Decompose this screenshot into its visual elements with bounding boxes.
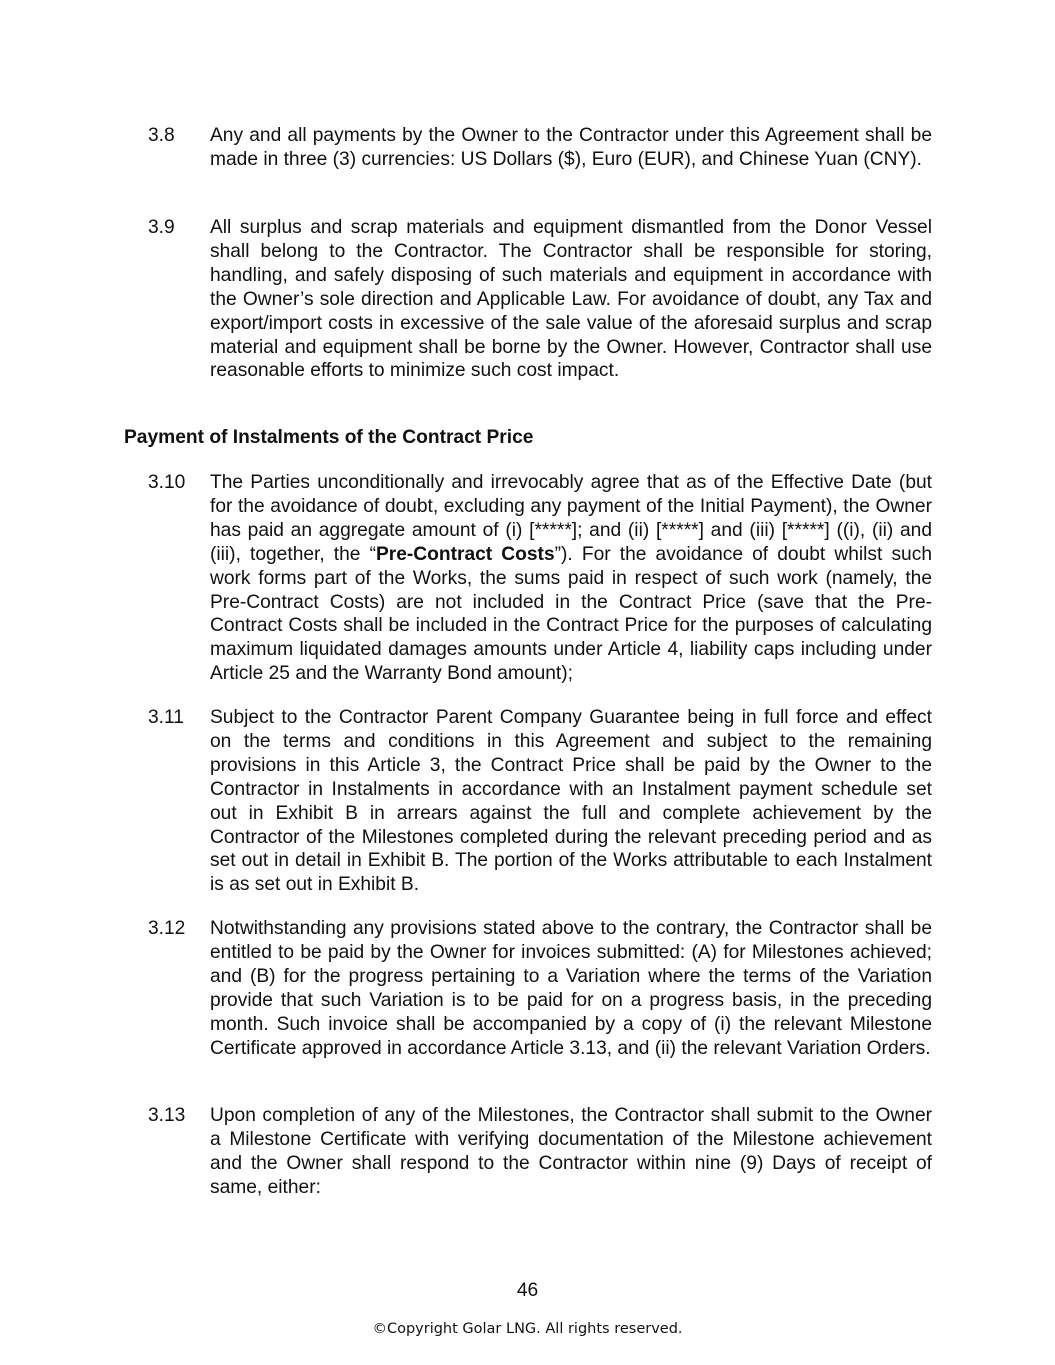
clause-text: Notwithstanding any provisions stated above to the contrary, the Contractor shall be entitled to be paid by the Owner for invoices submitted: (A) for Milestones achieved; and (B) for the progress pertaining to a Variation where the terms of the Variation provide that such Variation is to be paid for on a progress basis, in the preceding month. Such invoice shall be accompanied by a copy of (i) the relevant Milestone Certificate approved in accordance Article 3.13, and (ii) the relevant Variation Orders. xyxy=(210,918,932,1059)
clause-3-12 xyxy=(148,917,932,1060)
clause-3-8 xyxy=(148,124,932,172)
clause-3-9 xyxy=(148,216,932,383)
clause-number: 3.12 xyxy=(148,918,186,939)
clause-text: Any and all payments by the Owner to the Contractor under this Agreement shall be made in three (3) currencies: US Dollars ($), Euro (EUR), and Chinese Yuan (CNY). xyxy=(210,125,932,170)
clause-text xyxy=(210,471,932,686)
clause-text-after: ”). For the avoidance of doubt whilst such work forms part of the Works, the sums paid in respect of such work (namely, the Pre-Contract Costs) are not included in the Contract Price (save that the Pre-Contract Costs shall be included in the Contract Price for the purposes of calculating maximum liquidated damages amounts under Article 4, liability caps including under Article 25 and the Warranty Bond amount); xyxy=(210,543,932,685)
clause-text: Subject to the Contractor Parent Company Guarantee being in full force and effect on the terms and conditions in this Agreement and subject to the remaining provisions in this Article 3, the Contract Price shall be paid by the Owner to the Contractor in Instalments in accordance with an Instalment payment schedule set out in Exhibit B in arrears against the full and complete achievement by the Contractor of the Milestones completed during the relevant preceding period and as set out in detail in Exhibit B. The portion of the Works attributable to each Instalment is as set out in Exhibit B. xyxy=(210,707,932,896)
clause-3-10 xyxy=(148,471,932,686)
clause-number: 3.10 xyxy=(148,472,186,493)
clause-number: 3.13 xyxy=(148,1105,186,1126)
clause-text-before: The Parties unconditionally and irrevocably agree that as of the Effective Date (but for the avoidance of doubt, excluding any payment of the Initial Payment), the Owner has paid an aggregate amount of (i) [*****]; and (ii) [*****] and (iii) [*****] ((i), (ii) and (iii), together, the “ xyxy=(210,472,932,565)
copyright-notice: ©Copyright Golar LNG. All rights reserved. xyxy=(372,1321,683,1337)
clause-number: 3.8 xyxy=(148,125,175,146)
clause-number: 3.9 xyxy=(148,217,175,238)
clause-3-11 xyxy=(148,706,932,897)
section-heading: Payment of Instalments of the Contract Price xyxy=(124,427,534,448)
clause-3-13 xyxy=(148,1104,932,1200)
clause-text: Upon completion of any of the Milestones, the Contractor shall submit to the Owner a Milestone Certificate with verifying documentation of the Milestone achievement and the Owner shall respond to the Contractor within nine (9) Days of receipt of same, either: xyxy=(210,1105,932,1198)
clause-number: 3.11 xyxy=(148,707,184,728)
page-number: 46 xyxy=(516,1280,539,1301)
defined-term: Pre-Contract Costs xyxy=(375,543,555,565)
clause-text: All surplus and scrap materials and equipment dismantled from the Donor Vessel shall belong to the Contractor. The Contractor shall be responsible for storing, handling, and safely disposing of such materials and equipment in accordance with the Owner’s sole direction and Applicable Law. For avoidance of doubt, any Tax and export/import costs in excessive of the sale value of the aforesaid surplus and scrap material and equipment shall be borne by the Owner. However, Contractor shall use reasonable efforts to minimize such cost impact. xyxy=(210,217,932,382)
